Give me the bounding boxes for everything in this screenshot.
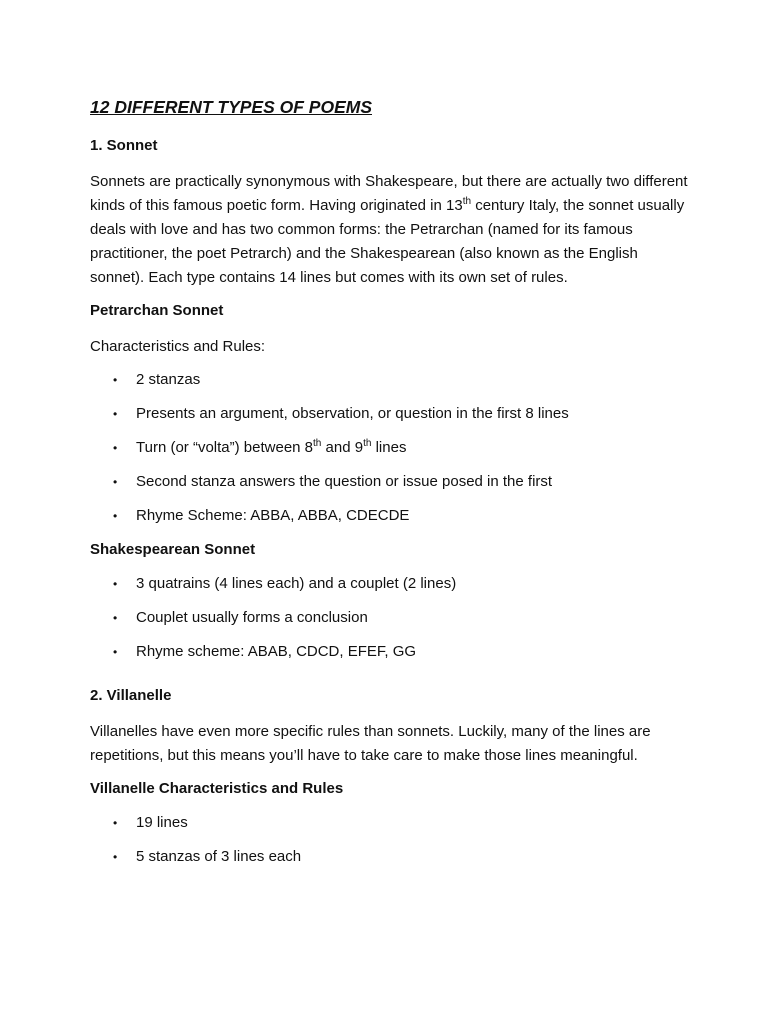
section-heading-sonnet: 1. Sonnet — [90, 137, 158, 154]
petrarchan-rules-list — [90, 370, 690, 526]
bullet-icon: • — [113, 850, 118, 864]
subheading-petrarchan: Petrarchan Sonnet — [90, 302, 224, 319]
list-item: • 3 quatrains (4 lines each) and a couplet (2 lines) — [113, 575, 457, 592]
document-page — [90, 96, 690, 881]
list-item: • 2 stanzas — [113, 371, 201, 388]
list-item: • Rhyme Scheme: ABBA, ABBA, CDECDE — [113, 507, 410, 524]
list-item: • Presents an argument, observation, or question in the first 8 lines — [113, 405, 569, 422]
bullet-icon: • — [113, 441, 118, 455]
subheading-villanelle-rules: Villanelle Characteristics and Rules — [90, 780, 344, 797]
sonnet-intro-paragraph: Sonnets are practically synonymous with Shakespeare, but there are actually two different kinds of this famous poetic form. Having originated in 13th century Italy, the sonnet usually deals with love and has two common forms: the Petrarchan (named for its famous practitioner, the poet Petrarch) and the Shakespearean (also known as the English sonnet). Each type contains 14 lines but comes with its own set of rules. — [90, 173, 688, 286]
villanelle-rules-list — [90, 813, 690, 867]
document-title: 12 DIFFERENT TYPES OF POEMS — [90, 97, 372, 117]
list-item: • Couplet usually forms a conclusion — [113, 609, 368, 626]
section-heading-villanelle: 2. Villanelle — [90, 687, 172, 704]
list-item: • Second stanza answers the question or issue posed in the first — [113, 473, 553, 490]
bullet-icon: • — [113, 645, 118, 659]
petrarchan-characteristics-label: Characteristics and Rules: — [90, 338, 266, 355]
bullet-icon: • — [113, 475, 118, 489]
bullet-icon: • — [113, 373, 118, 387]
subheading-shakespearean: Shakespearean Sonnet — [90, 541, 256, 558]
list-item: • 5 stanzas of 3 lines each — [113, 848, 302, 865]
villanelle-intro-paragraph: Villanelles have even more specific rules than sonnets. Luckily, many of the lines are repetitions, but this means you’ll have to take care to make those lines meaningful. — [90, 723, 651, 764]
list-item: • 19 lines — [113, 814, 188, 831]
bullet-icon: • — [113, 577, 118, 591]
bullet-icon: • — [113, 509, 118, 523]
bullet-icon: • — [113, 407, 118, 421]
list-item: • Turn (or “volta”) between 8th and 9th lines — [113, 438, 407, 456]
shakespearean-rules-list — [90, 574, 690, 662]
bullet-icon: • — [113, 816, 118, 830]
list-item: • Rhyme scheme: ABAB, CDCD, EFEF, GG — [113, 643, 417, 660]
bullet-icon: • — [113, 611, 118, 625]
spacer — [90, 676, 690, 686]
